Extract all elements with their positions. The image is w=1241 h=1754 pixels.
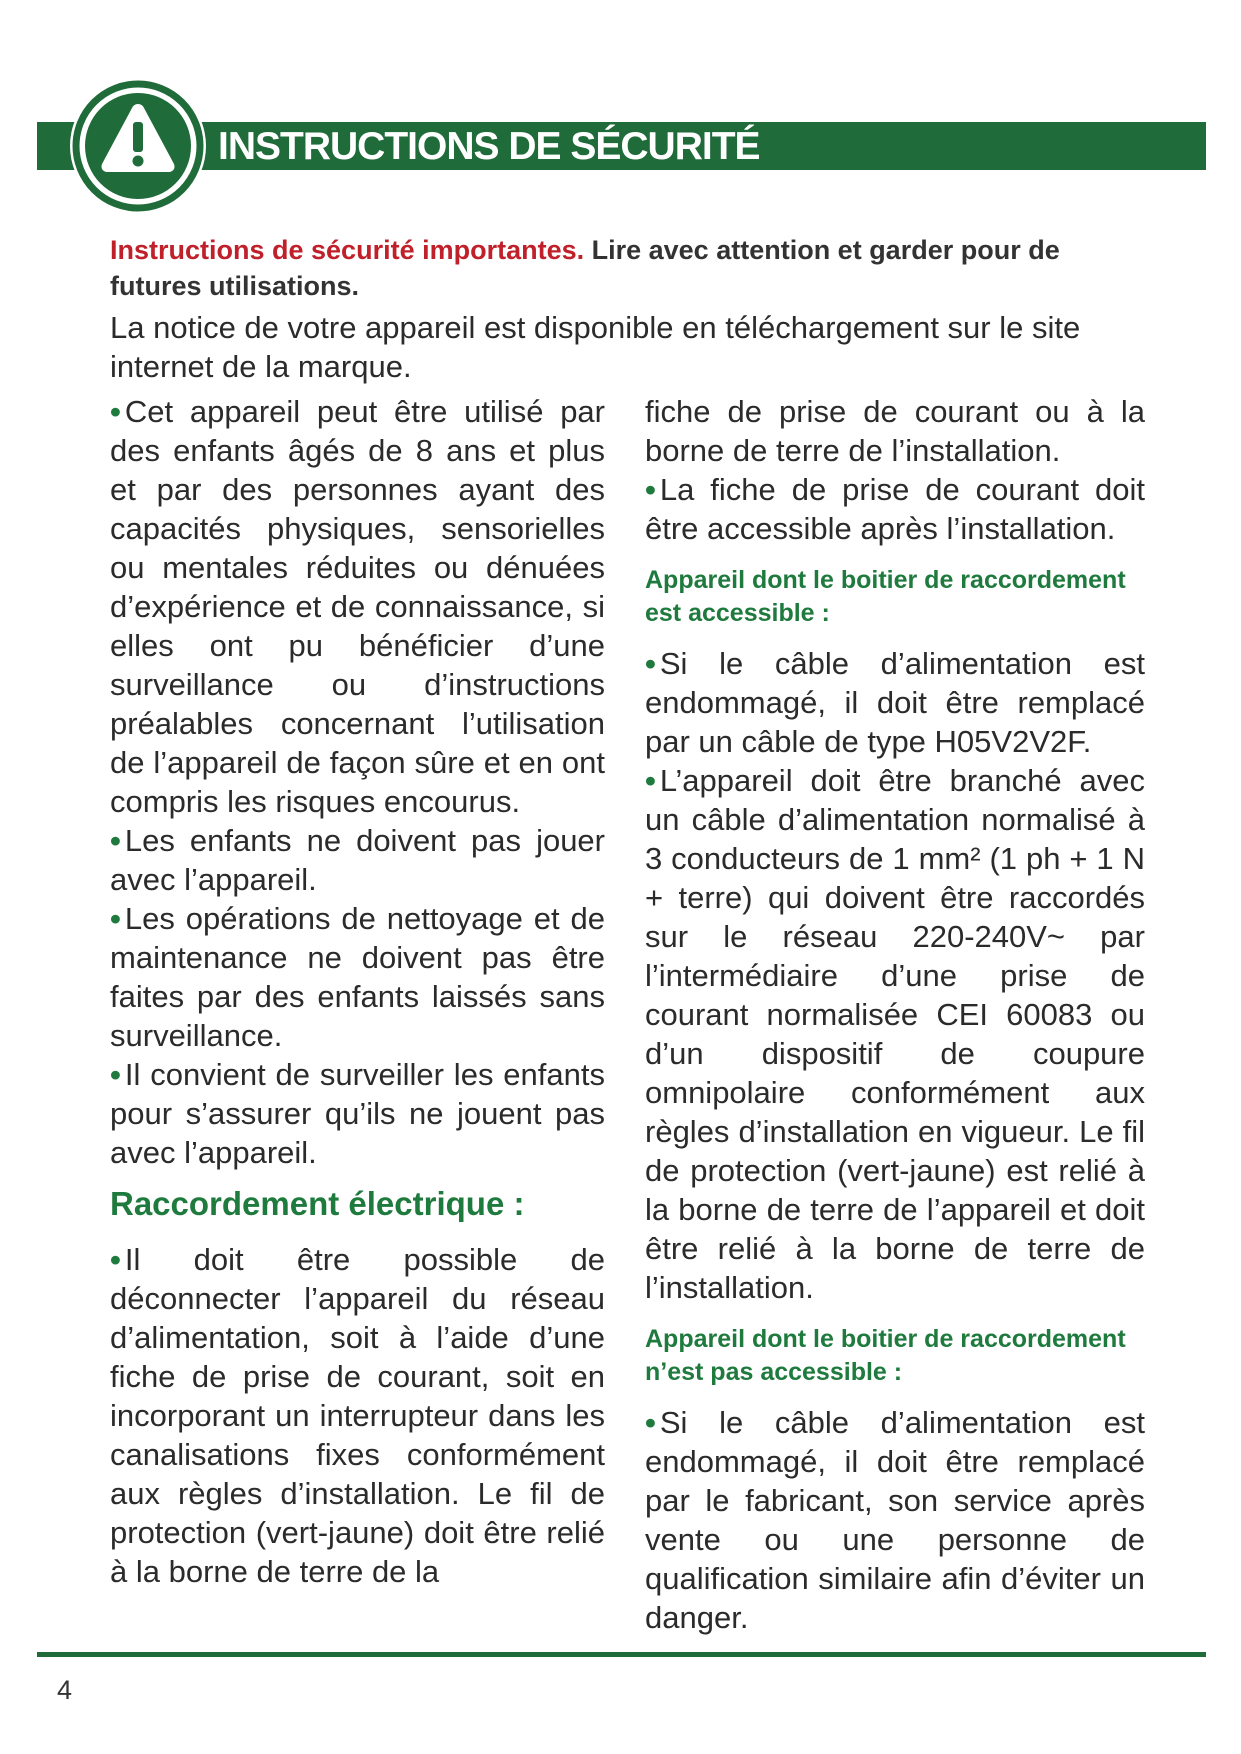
left-column: [110, 392, 605, 1591]
page-title: INSTRUCTIONS DE SÉCURITÉ: [218, 125, 760, 168]
bullet-cable-connection: • L’appareil doit être branché avec un câble d’alimentation normalisé à 3 conducteurs de 1 mm² (1 ph + 1 N + terre) qui doivent être raccordés sur le réseau 220-240V~ par l’intermédiaire d’une prise de courant normalisée CEI 60083 ou d’un dispositif de coupure omnipolaire conformément aux règles d’installation en vigueur. Le fil de protection (vert-jaune) est relié à la borne de terre de l’appareil et doit être relié à la borne de terre de l’installation.: [645, 761, 1145, 1307]
subsection-title-accessible: Appareil dont le boitier de raccordement est accessible :: [645, 566, 1126, 627]
download-notice: La notice de votre appareil est disponible en téléchargement sur le site internet de la marque.: [110, 310, 1081, 384]
bullet-children-play: • Les enfants ne doivent pas jouer avec l’appareil.: [110, 821, 605, 899]
section-title-electrical: Raccordement électrique :: [110, 1185, 525, 1222]
right-column: [645, 392, 1145, 1637]
bullet-supervise: • Il convient de surveiller les enfants pour s’assurer qu’ils ne jouent pas avec l’appareil.: [110, 1055, 605, 1172]
footer-rule: [37, 1652, 1206, 1657]
continued-text: fiche de prise de courant ou à la borne de terre de l’installation.: [645, 394, 1145, 468]
bullet-cable-type: • Si le câble d’alimentation est endommagé, il doit être remplacé par un câble de type H05V2V2F.: [645, 644, 1145, 761]
important-text: Lire avec attention et garder pour de futures utilisations.: [110, 235, 1060, 301]
warning-triangle-icon: [68, 76, 208, 216]
important-notice: [110, 232, 1140, 304]
bullet-children-use: • Cet appareil peut être utilisé par des enfants âgés de 8 ans et plus et par des personnes ayant des capacités physiques, sensorielles ou mentales réduites ou dénuées d’expérience et de connaissance, si elles ont pu bénéficier d’une surveillance ou d’instructions préalables concernant l’utilisation de l’appareil de façon sûre et en ont compris les risques encourus.: [110, 392, 605, 821]
intro-block: [110, 232, 1140, 386]
page-number: 4: [57, 1675, 73, 1705]
bullet-cleaning: • Les opérations de nettoyage et de maintenance ne doivent pas être faites par des enfants laissés sans surveillance.: [110, 899, 605, 1055]
important-label: Instructions de sécurité importantes.: [110, 235, 585, 265]
bullet-cable-replacement: • Si le câble d’alimentation est endommagé, il doit être remplacé par le fabricant, son service après vente ou une personne de qualification similaire afin d’éviter un danger.: [645, 1403, 1145, 1637]
subsection-title-not-accessible: Appareil dont le boitier de raccordement n’est pas accessible :: [645, 1325, 1126, 1386]
bullet-disconnect: • Il doit être possible de déconnecter l’appareil du réseau d’alimentation, soit à l’aide d’une fiche de prise de courant, soit en incorporant un interrupteur dans les canalisations fixes conformément aux règles d’installation. Le fil de protection (vert-jaune) doit être relié à la borne de terre de la: [110, 1240, 605, 1591]
bullet-plug-accessible: • La fiche de prise de courant doit être accessible après l’installation.: [645, 470, 1145, 548]
